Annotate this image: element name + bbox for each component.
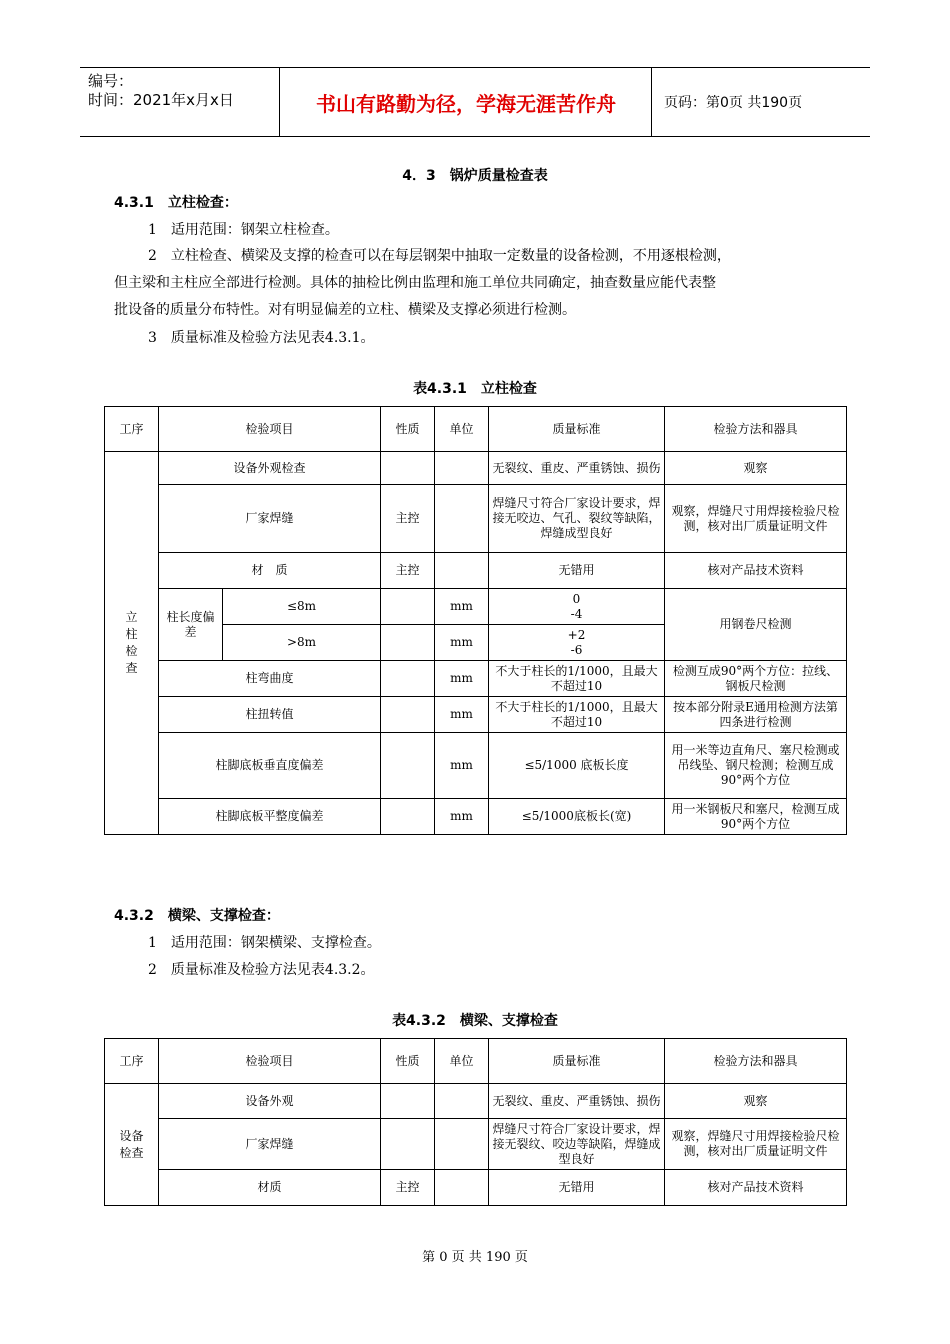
process-cell	[105, 1084, 159, 1206]
heading-4-3-1: 4.3.1 立柱检查：	[114, 195, 238, 211]
item-cell: 厂家焊缝	[159, 485, 381, 553]
heading-4-3-2: 4.3.2 横梁、支撑检查：	[114, 908, 280, 924]
nature-cell	[381, 625, 435, 661]
paragraph: 批设备的质量分布特性。对有明显偏差的立柱、横梁及支撑必须进行检测。	[114, 302, 576, 318]
method-cell: 观察，焊缝尺寸用焊接检验尺检测，核对出厂质量证明文件	[665, 485, 847, 553]
standard-cell: 无裂纹、重皮、严重锈蚀、损伤	[489, 452, 665, 485]
item-cell: 柱脚底板垂直度偏差	[159, 733, 381, 799]
header-cell: 性质	[381, 1039, 435, 1084]
method-cell: 检测互成90°两个方位：拉线、钢板尺检测	[665, 661, 847, 697]
unit-cell: mm	[435, 733, 489, 799]
item-cell: 柱扭转值	[159, 697, 381, 733]
unit-cell: mm	[435, 625, 489, 661]
item-cell: 柱长度偏差	[159, 589, 223, 661]
standard-cell: ≤5/1000底板长(宽)	[489, 799, 665, 835]
table-header-row	[105, 407, 847, 452]
standard-cell: ≤5/1000 底板长度	[489, 733, 665, 799]
table1-caption: 表4.3.1 立柱检查	[413, 381, 537, 397]
paragraph: 但主梁和主柱应全部进行检测。具体的抽检比例由监理和施工单位共同确定，抽查数量应能代表整	[114, 275, 716, 291]
page-header	[80, 67, 870, 137]
page-footer: 第 0 页 共 190 页	[422, 1250, 528, 1265]
header-meta	[80, 68, 280, 136]
unit-cell	[435, 1119, 489, 1170]
method-cell: 用一米等边直角尺、塞尺检测或吊线坠、钢尺检测；检测互成90°两个方位	[665, 733, 847, 799]
standard-cell: +2 -6	[489, 625, 665, 661]
unit-cell	[435, 452, 489, 485]
number-label: 编号：	[88, 72, 134, 90]
paragraph: 3 质量标准及检验方法见表4.3.1。	[148, 330, 375, 346]
paragraph: 1 适用范围：钢架立柱检查。	[148, 222, 339, 238]
table-header-row	[105, 1039, 847, 1084]
nature-cell	[381, 1119, 435, 1170]
unit-cell: mm	[435, 589, 489, 625]
table-row	[105, 553, 847, 589]
header-cell: 检验项目	[159, 407, 381, 452]
nature-cell	[381, 1084, 435, 1119]
table2-caption: 表4.3.2 横梁、支撑检查	[392, 1013, 558, 1029]
nature-cell	[381, 697, 435, 733]
method-cell: 用钢卷尺检测	[665, 589, 847, 661]
process-cell	[105, 452, 159, 835]
standard-cell: 0 -4	[489, 589, 665, 625]
header-cell: 单位	[435, 1039, 489, 1084]
header-cell: 检验方法和器具	[665, 407, 847, 452]
standard-cell: 焊缝尺寸符合厂家设计要求，焊接无裂纹、咬边等缺陷，焊缝成型良好	[489, 1119, 665, 1170]
nature-cell	[381, 589, 435, 625]
table-4-3-2	[104, 1038, 847, 1206]
method-cell: 观察，焊缝尺寸用焊接检验尺检测，核对出厂质量证明文件	[665, 1119, 847, 1170]
item-cell: 材 质	[159, 553, 381, 589]
table-row	[105, 589, 847, 625]
header-cell: 检验方法和器具	[665, 1039, 847, 1084]
header-cell: 质量标准	[489, 407, 665, 452]
unit-cell	[435, 553, 489, 589]
header-cell: 性质	[381, 407, 435, 452]
method-cell: 观察	[665, 452, 847, 485]
nature-cell: 主控	[381, 1170, 435, 1206]
section-title: 4．3 锅炉质量检查表	[402, 168, 548, 184]
table-row	[105, 733, 847, 799]
table-row	[105, 485, 847, 553]
item-cell: 设备外观检查	[159, 452, 381, 485]
nature-cell	[381, 799, 435, 835]
unit-cell: mm	[435, 661, 489, 697]
sub-item-cell: >8m	[223, 625, 381, 661]
standard-cell: 无错用	[489, 1170, 665, 1206]
standard-cell: 无错用	[489, 553, 665, 589]
table-row	[105, 452, 847, 485]
date-label: 时间：2021年x月x日	[88, 91, 234, 109]
table-4-3-1	[104, 406, 847, 835]
process-label: 设备检查	[119, 1128, 144, 1160]
header-cell: 检验项目	[159, 1039, 381, 1084]
motto: 书山有路勤为径，学海无涯苦作舟	[281, 68, 652, 136]
nature-cell: 主控	[381, 553, 435, 589]
item-cell: 柱弯曲度	[159, 661, 381, 697]
table-row	[105, 661, 847, 697]
header-cell: 质量标准	[489, 1039, 665, 1084]
header-cell: 工序	[105, 1039, 159, 1084]
item-cell: 柱脚底板平整度偏差	[159, 799, 381, 835]
nature-cell	[381, 661, 435, 697]
unit-cell	[435, 1084, 489, 1119]
header-cell: 单位	[435, 407, 489, 452]
unit-cell: mm	[435, 697, 489, 733]
header-cell: 工序	[105, 407, 159, 452]
standard-cell: 不大于柱长的1/1000，且最大不超过10	[489, 661, 665, 697]
paragraph: 1 适用范围：钢架横梁、支撑检查。	[148, 935, 381, 951]
method-cell: 核对产品技术资料	[665, 553, 847, 589]
table-row	[105, 1119, 847, 1170]
standard-cell: 不大于柱长的1/1000，且最大不超过10	[489, 697, 665, 733]
method-cell: 用一米钢板尺和塞尺，检测互成90°两个方位	[665, 799, 847, 835]
process-label: 立柱检查	[125, 610, 138, 675]
nature-cell	[381, 733, 435, 799]
unit-cell	[435, 1170, 489, 1206]
paragraph: 2 质量标准及检验方法见表4.3.2。	[148, 962, 375, 978]
table-row	[105, 697, 847, 733]
page-counter: 页码：第0页 共190页	[664, 95, 803, 111]
unit-cell: mm	[435, 799, 489, 835]
item-cell: 厂家焊缝	[159, 1119, 381, 1170]
method-cell: 观察	[665, 1084, 847, 1119]
item-cell: 材质	[159, 1170, 381, 1206]
table-row	[105, 1084, 847, 1119]
paragraph: 2 立柱检查、横梁及支撑的检查可以在每层钢架中抽取一定数量的设备检测，不用逐根检测，	[148, 248, 731, 264]
table-row	[105, 1170, 847, 1206]
item-cell: 设备外观	[159, 1084, 381, 1119]
standard-cell: 焊缝尺寸符合厂家设计要求，焊接无咬边、气孔、裂纹等缺陷，焊缝成型良好	[489, 485, 665, 553]
nature-cell: 主控	[381, 485, 435, 553]
method-cell: 核对产品技术资料	[665, 1170, 847, 1206]
table-row	[105, 799, 847, 835]
nature-cell	[381, 452, 435, 485]
method-cell: 按本部分附录E通用检测方法第四条进行检测	[665, 697, 847, 733]
unit-cell	[435, 485, 489, 553]
sub-item-cell: ≤8m	[223, 589, 381, 625]
standard-cell: 无裂纹、重皮、严重锈蚀、损伤	[489, 1084, 665, 1119]
